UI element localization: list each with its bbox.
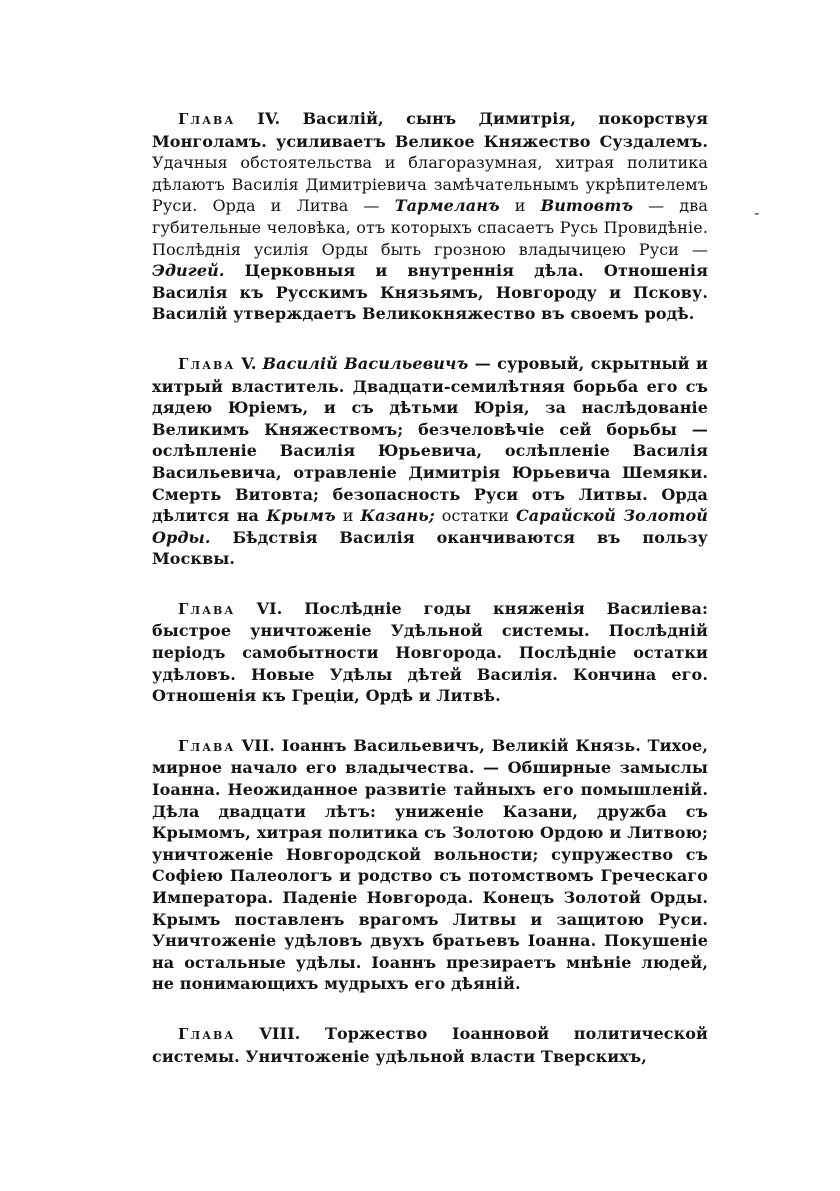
chapter-summaries	[152, 108, 708, 1067]
chapter-number: IV.	[257, 109, 281, 128]
summary-text: Удачныя обстоятельства и благоразумная, хитрая политика дѣлаютъ Василія Димитріевича замѣчательнымъ укрѣпителемъ Руси. Орда и Литва —	[152, 153, 708, 216]
chapter-label: Глава	[178, 354, 236, 373]
chapter-number: VII.	[241, 735, 275, 755]
summary-text: Церковныя и внутреннія дѣла. Отношенія Василія къ Русскимъ Князьямъ, Новгороду и Пскову. Василій утверждаетъ Великокняжество въ своемъ родѣ.	[152, 261, 708, 324]
summary-text: и	[499, 196, 541, 216]
chapter-label: Глава	[178, 1024, 236, 1043]
summary-text: Бѣдствія Василія оканчиваются въ пользу Москвы.	[152, 527, 708, 569]
summary-text: остатки	[434, 506, 516, 526]
summary-text: Торжество Іоанновой политической системы. Уничтоженіе удѣльной власти Тверскихъ,	[152, 1023, 708, 1066]
italic-name: Крымъ	[266, 506, 336, 526]
chapter-summary-vi	[152, 598, 708, 707]
chapter-summary-v	[152, 353, 708, 570]
italic-name: Эдигей.	[152, 261, 225, 281]
chapter-label: Глава	[178, 599, 236, 618]
summary-text: и	[335, 506, 361, 526]
italic-name: Василій Васильевичъ	[262, 353, 469, 373]
chapter-summary-viii	[152, 1023, 708, 1067]
chapter-label: Глава	[178, 110, 236, 128]
summary-text: — два губительные человѣка, отъ которыхъ спасаетъ Русь Провидѣніе. Послѣднія усилія Орды быть грозною владычицею Руси —	[152, 196, 709, 259]
italic-name: Казань;	[360, 506, 435, 526]
chapter-number: V.	[241, 353, 257, 373]
summary-text: Послѣдніе годы княженія Василіева: быстрое уничтоженіе Удѣльной системы. Послѣдній періодъ самобытности Новгорода. Послѣдніе остатки удѣловъ. Новые Удѣлы дѣтей Василія. Кончина его. Отношенія къ Греціи, Ордѣ и Литвѣ.	[152, 598, 709, 706]
chapter-number: VIII.	[259, 1023, 301, 1043]
italic-name: Сарайской Золотой Орды.	[152, 506, 709, 547]
chapter-label: Глава	[178, 736, 236, 755]
chapter-summary-vii	[152, 735, 708, 995]
chapter-summary-iv	[152, 108, 708, 325]
margin-mark: -	[754, 203, 760, 222]
italic-name: Тармеланъ	[394, 196, 500, 216]
summary-text: — суровый, скрытный и хитрый властитель. Двадцати-семилѣтняя борьба его съ дядею Юріемъ, и съ дѣтьми Юрія, за наслѣдованіе Великимъ Княжествомъ; безчеловѣчіе сей борьбы — ослѣпленіе Василія Юрьевича, ослѣпленіе Василія Васильевича, отравленіе Димитрія Юрьевича Шемяки. Смерть Витовта; безопасность Руси отъ Литвы. Орда дѣлится на	[152, 353, 709, 526]
summary-text: Іоаннъ Васильевичъ, Великій Князь. Тихое, мирное начало его владычества. — Обширные замыслы Іоанна. Неожиданное развитіе тайныхъ его помышленій. Дѣла двадцати лѣтъ: униженіе Казани, дружба съ Крымомъ, хитрая политика съ Золотою Ордою и Литвою; уничтоженіе Новгородской вольности; супружество съ Софіею Палеологъ и родство съ потомствомъ Греческаго Императора. Паденіе Новгорода. Конецъ Золотой Орды. Крымъ поставленъ врагомъ Литвы и защитою Руси. Уничтоженіе удѣловъ двухъ братьевъ Іоанна. Покушеніе на остальные удѣлы. Іоаннъ презираетъ мнѣніе людей, не понимающихъ мудрыхъ его дѣяній.	[152, 735, 708, 994]
summary-text: Василій, сынъ Димитрія, покорствуя Монголамъ. усиливаетъ Великое Княжество Суздалемъ.	[152, 109, 709, 151]
chapter-number: VI.	[256, 598, 283, 618]
italic-name: Витовтъ	[540, 196, 634, 216]
